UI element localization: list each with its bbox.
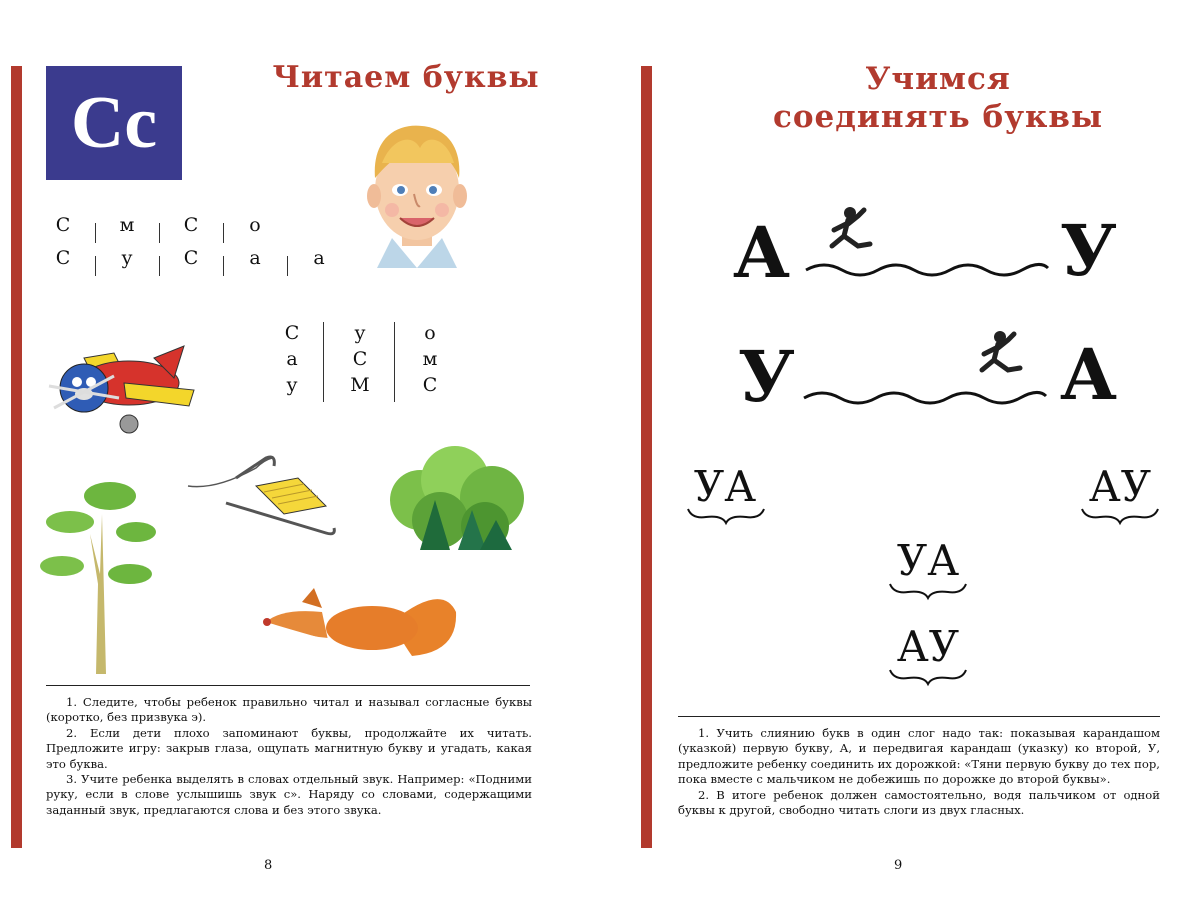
page-number: 8 (264, 858, 273, 873)
note-paragraph: 2. Если дети плохо запоминают буквы, продолжайте их читать. Предложите игру: закрыв глаза, ощупать магнитную букву и угадать, какая это буква. (46, 725, 532, 771)
syllable-row-1 (50, 214, 268, 236)
syllable: АУ (1088, 462, 1152, 511)
syllable-letter: м (119, 214, 135, 236)
syllable-letter: С (422, 374, 438, 396)
syllable-letter: С (183, 214, 199, 236)
syllable: УА (896, 536, 960, 585)
syllable: УА (693, 462, 757, 511)
syllable-arc (888, 580, 968, 600)
page-title (740, 60, 1136, 136)
tree-illustration (40, 474, 160, 674)
notes-divider (46, 685, 530, 686)
path-end-letter: У (1060, 209, 1117, 292)
syllable-letter: а (313, 247, 325, 269)
note-paragraph: 2. В итоге ребенок должен самостоятельно, водя пальчиком от одной буквы к другой, свободно читать слоги из двух гласных. (678, 787, 1160, 818)
syllable-column-1 (272, 320, 312, 398)
syllable-letter: о (249, 214, 261, 236)
page-title-line-1: Учимся (865, 61, 1011, 97)
boy-illustration (362, 118, 472, 273)
letter-tile: Cc (46, 66, 182, 180)
path-start-letter: А (733, 211, 791, 294)
syllable-column-3 (410, 320, 450, 398)
syllable-arc (1080, 505, 1160, 525)
running-boy-icon (814, 206, 880, 258)
left-page-bar (11, 66, 22, 848)
syllable-letter: у (286, 374, 298, 396)
syllable-letter: а (249, 247, 261, 269)
teacher-notes (678, 726, 1160, 818)
syllable-letter: у (354, 322, 366, 344)
syllable-letter: М (350, 374, 370, 396)
path-end-letter: А (1060, 333, 1118, 416)
page-title-line-2: соединять буквы (772, 99, 1104, 135)
syllable-arc (888, 666, 968, 686)
syllable-letter: С (55, 247, 71, 269)
teacher-notes (46, 695, 532, 818)
right-page-bar (641, 66, 652, 848)
page-title: Читаем буквы (272, 60, 540, 95)
fox-illustration (262, 582, 458, 660)
note-paragraph: 1. Учить слиянию букв в один слог надо так: показывая карандашом (указкой) первую букву, А, и передвигая карандаш (указку) ко второй, У, предложите ребенку соединить их дорожкой: «Тяни первую букву до тех пор, пока вместе с мальчиком не добежишь по дорожке до второй буквы». (678, 726, 1160, 787)
syllable-letter: о (424, 322, 436, 344)
running-boy-icon (964, 330, 1030, 382)
path-start-letter: У (738, 335, 795, 418)
syllable: АУ (896, 622, 960, 671)
wavy-path (802, 384, 1048, 408)
page-number: 9 (894, 858, 903, 873)
syllable-columns (272, 320, 452, 404)
syllable-letter: а (286, 348, 298, 370)
note-paragraph: 1. Следите, чтобы ребенок правильно читал и называл согласные буквы (коротко, без призвука э). (46, 695, 532, 725)
column-divider (323, 322, 324, 402)
notes-divider (678, 716, 1160, 717)
syllable-letter: С (284, 322, 300, 344)
note-paragraph: 3. Учите ребенка выделять в словах отдельный звук. Например: «Подними руку, если в слове услышишь звук с». Наряду со словами, содержащими заданный звук, предлагаются слова и без этого звука. (46, 772, 532, 817)
syllable-row-2 (50, 247, 332, 269)
bushes-illustration (380, 440, 530, 552)
syllable-column-2 (340, 320, 380, 398)
syllable-letter: С (183, 247, 199, 269)
wavy-path (804, 256, 1050, 280)
syllable-letter: С (352, 348, 368, 370)
syllable-letter: у (121, 247, 133, 269)
syllable-arc (686, 505, 766, 525)
right-page (600, 0, 1200, 913)
airplane-illustration (44, 338, 196, 436)
sled-illustration (186, 448, 336, 540)
column-divider (394, 322, 395, 402)
syllable-letter: м (422, 348, 438, 370)
syllable-letter: С (55, 214, 71, 236)
